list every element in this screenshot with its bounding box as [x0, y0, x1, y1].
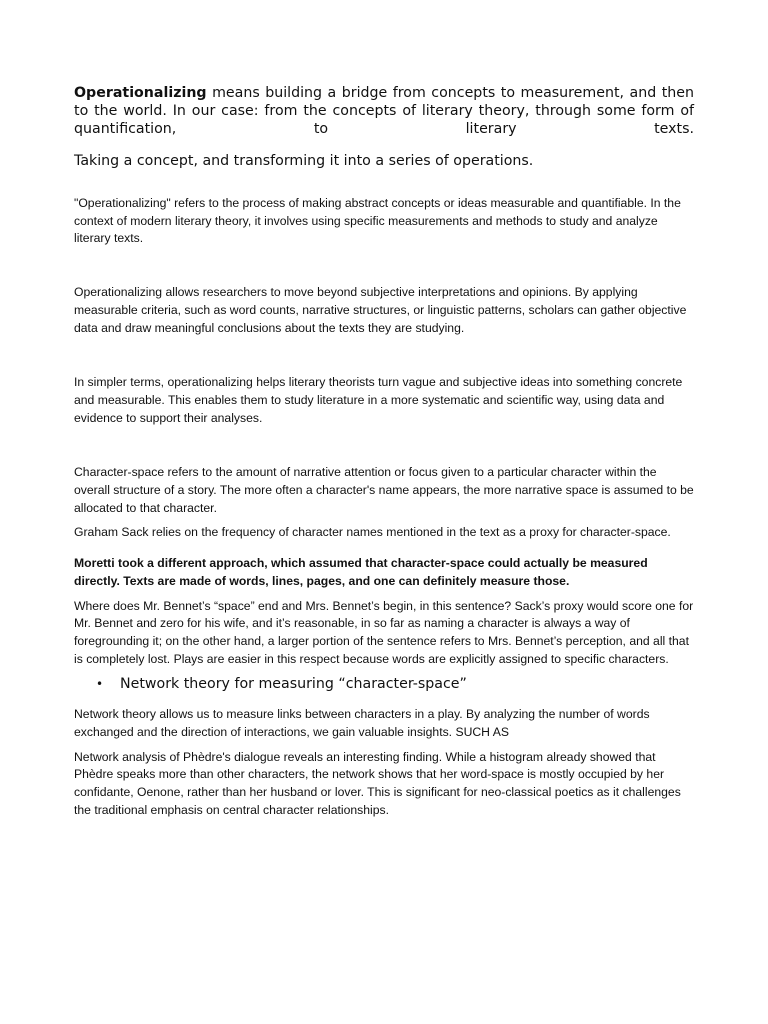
- paragraph-operationalizing-definition: "Operationalizing" refers to the process of making abstract concepts or ideas measurable and quantifiable. In the context of modern literary theory, it involves using specific measurements and methods to study and analyze literary texts.: [74, 196, 681, 246]
- paragraph-graham-sack: Graham Sack relies on the frequency of character names mentioned in the text as a proxy for character-space.: [74, 525, 671, 540]
- paragraph-bennet-example: Where does Mr. Bennet’s “space” end and Mrs. Bennet’s begin, in this sentence? Sack’s proxy would score one for Mr. Bennet and zero for his wife, and it’s reasonable, in so far as naming a character is always a way of foregrounding it; on the other hand, a larger portion of the sentence refers to Mrs. Bennet’s perception, and all that is completely lost. Plays are easier in this respect because words are explicitly assigned to specific characters.: [74, 598, 694, 666]
- paragraph-network-theory: Network theory allows us to measure links between characters in a play. By analyzing the number of words exchanged and the direction of interactions, we gain valuable insights. SUCH AS: [74, 707, 650, 740]
- paragraph-simpler-terms: In simpler terms, operationalizing helps literary theorists turn vague and subjective ideas into something concrete and measurable. This enables them to study literature in a more systematic and scientific way, using data and evidence to support their analyses.: [74, 375, 683, 425]
- document-page: [74, 84, 694, 820]
- paragraph-phedre-analysis: Network analysis of Phèdre's dialogue reveals an interesting finding. While a histogram already showed that Phèdre speaks more than other characters, the network shows that her word-space is mostly occupied by her confidante, Oenone, rather than her husband or lover. This is significant for neo-classical poetics as it challenges the traditional emphasis on central character relationships.: [74, 749, 681, 817]
- intro-sentence: means building a bridge from concepts to measurement, and then to the world. In our case: from the concepts of literary theory, through some form of quantification, to literary texts.: [74, 85, 694, 137]
- bullet-icon: •: [96, 677, 104, 692]
- paragraph-operationalizing-benefits: Operationalizing allows researchers to move beyond subjective interpretations and opinions. By applying measurable criteria, such as word counts, narrative structures, or linguistic patterns, scholars can gather objective data and draw meaningful conclusions about the texts they are studying.: [74, 285, 687, 335]
- paragraph-moretti: Moretti took a different approach, which assumed that character-space could actually be measured directly. Texts are made of words, lines, pages, and one can definitely measure those.: [74, 556, 648, 588]
- definition-line: Taking a concept, and transforming it into a series of operations.: [74, 153, 534, 169]
- intro-paragraph: [74, 84, 694, 138]
- bullet-item-network-theory: [74, 675, 694, 693]
- intro-term: Operationalizing: [74, 85, 207, 101]
- paragraph-character-space: Character-space refers to the amount of narrative attention or focus given to a particular character within the overall structure of a story. The more often a character's name appears, the more narrative space is assumed to be allocated to that character.: [74, 465, 694, 515]
- bullet-text: Network theory for measuring “character-space”: [120, 676, 467, 693]
